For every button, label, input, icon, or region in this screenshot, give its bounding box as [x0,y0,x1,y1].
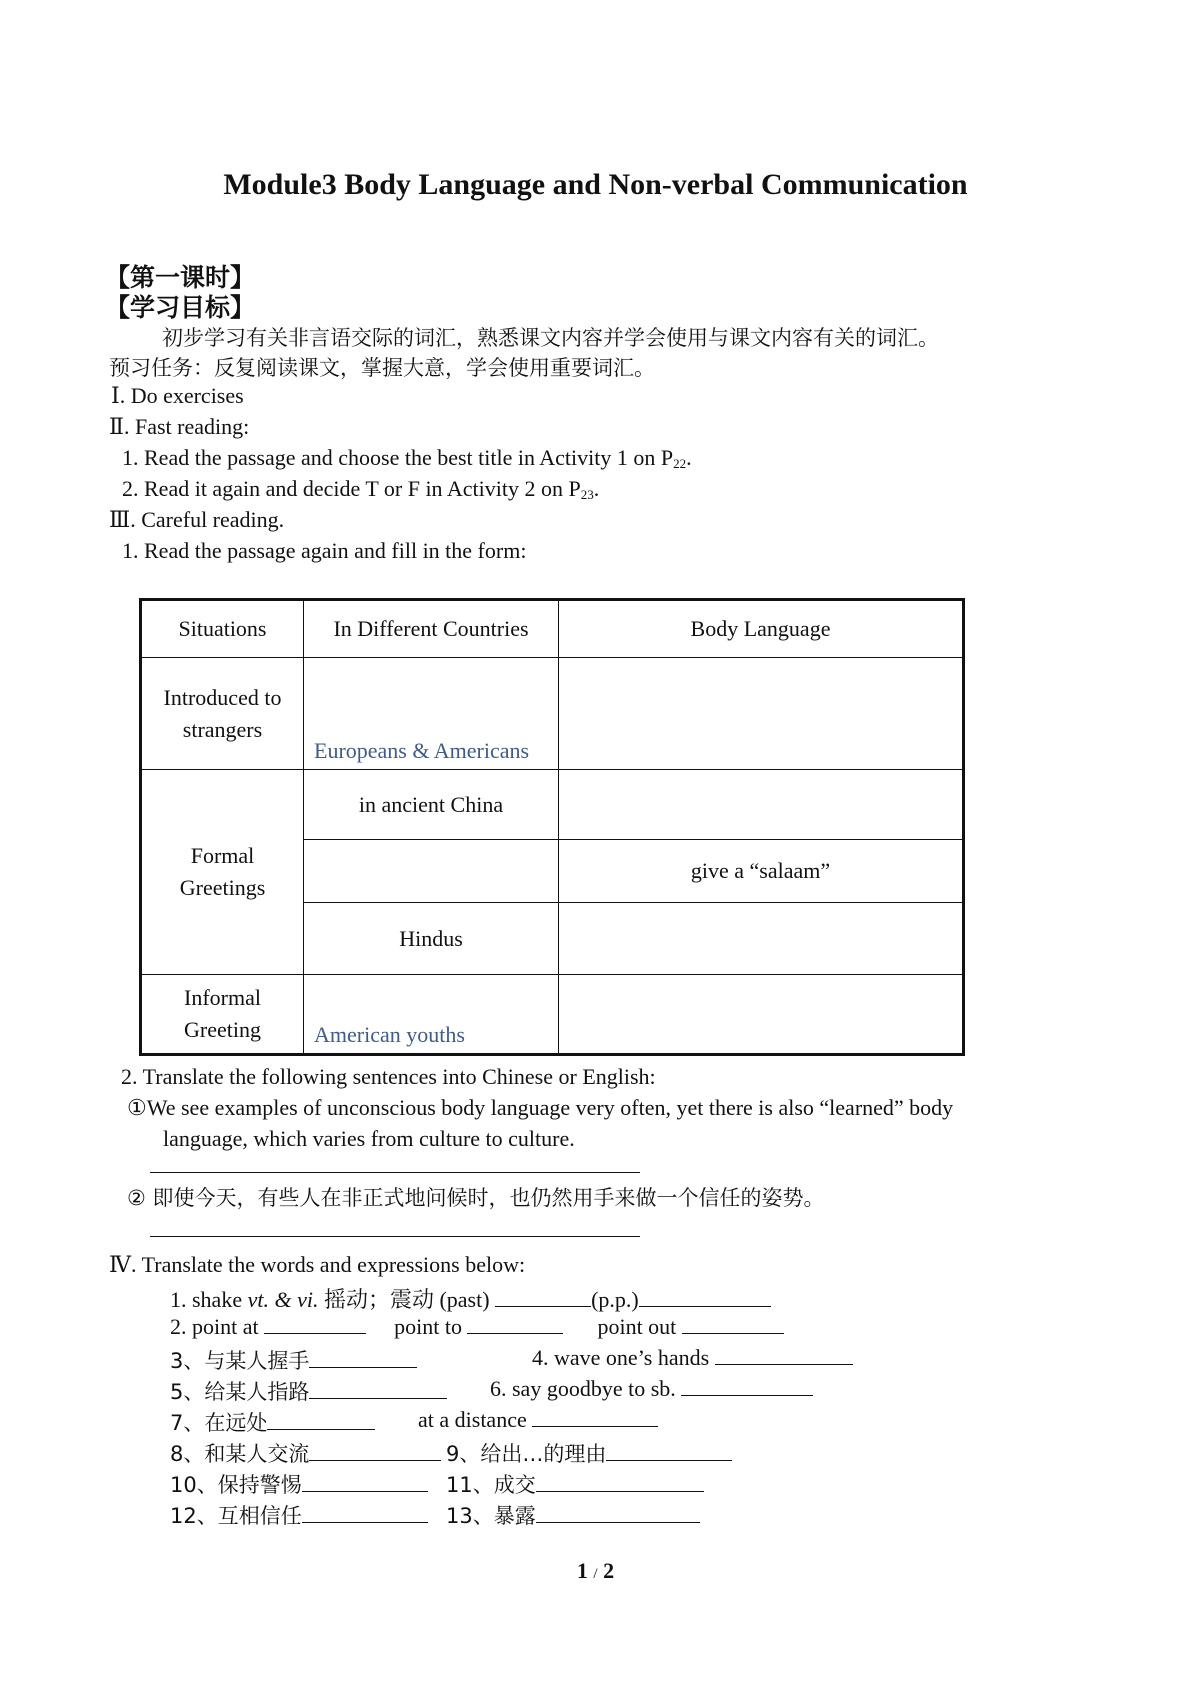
translate-q1-line1: ①We see examples of unconscious body language very often, yet there is also “learned” body [127,1095,954,1120]
page-separator: / [593,1566,598,1582]
blank-7b[interactable] [532,1408,658,1427]
blank-2c[interactable] [682,1315,784,1334]
header-body-language: Body Language [559,600,964,658]
vocab-1: 1. shake vt. & vi. 摇动；震动 (past) (p.p.) [170,1283,771,1314]
answer-line-1[interactable] [150,1172,640,1173]
country-europeans: Europeans & Americans [304,658,559,770]
blank-7a[interactable] [267,1411,375,1430]
vocab-3: 3、与某人握手 [170,1345,417,1375]
blank-10[interactable] [302,1473,428,1492]
body-salaam: give a “salaam” [559,840,964,903]
answer-line-2[interactable] [150,1236,640,1237]
section-2: Ⅱ. Fast reading: [109,414,250,439]
body-cell-youths[interactable] [559,975,964,1055]
body-cell-introduced[interactable] [559,658,964,770]
blank-6[interactable] [681,1377,813,1396]
body-cell-china[interactable] [559,770,964,840]
fast-reading-item-2: 2. Read it again and decide T or F in Activity 2 on $P_{23}$. [122,476,600,502]
objectives-header: 【学习目标】 [105,293,256,322]
vocab-5: 5、给某人指路 [170,1376,447,1406]
vocab-7a: 7、在远处 [170,1407,375,1437]
country-youths: American youths [304,975,559,1055]
intro-line-1: 初步学习有关非言语交际的词汇，熟悉课文内容并学会使用与课文内容有关的词汇。 [162,326,939,350]
page-number [0,1558,1191,1584]
blank-5[interactable] [309,1380,447,1399]
blank-12[interactable] [302,1504,428,1523]
vocab-9: 9、给出…的理由 [446,1438,732,1468]
situation-introduced: Introduced to strangers [141,658,304,770]
blank-4[interactable] [715,1346,853,1365]
vocab-7b: at a distance [418,1407,658,1433]
fast-reading-item-1: 1. Read the passage and choose the best title in Activity 1 on $P_{22}$. [122,445,692,471]
page-title: Module3 Body Language and Non-verbal Communication [223,168,968,201]
section-4: Ⅳ. Translate the words and expressions below: [109,1252,526,1277]
blank-13[interactable] [536,1504,700,1523]
blank-9[interactable] [606,1442,732,1461]
vocab-8: 8、和某人交流 [170,1438,441,1468]
intro-line-2: 预习任务：反复阅读课文，掌握大意，学会使用重要词汇。 [109,356,655,380]
section-1: Ⅰ. Do exercises [111,383,244,408]
vocab-6: 6. say goodbye to sb. [490,1376,813,1402]
header-situations: Situations [141,600,304,658]
careful-reading-item-1: 1. Read the passage again and fill in the form: [122,538,527,563]
vocab-10: 10、保持警惕 [170,1469,428,1499]
header-countries: In Different Countries [304,600,559,658]
section-3: Ⅲ. Careful reading. [109,507,285,532]
situation-formal: Formal Greetings [141,770,304,975]
blank-1b[interactable] [639,1288,771,1307]
translate-q1-line2: language, which varies from culture to culture. [163,1126,575,1151]
blank-2b[interactable] [467,1315,563,1334]
vocab-12: 12、互相信任 [170,1500,428,1530]
vocab-11: 11、成交 [446,1469,704,1499]
translate-instruction: 2. Translate the following sentences into Chinese or English: [121,1064,656,1089]
blank-3[interactable] [309,1349,417,1368]
country-cell-salaam[interactable] [304,840,559,903]
blank-8[interactable] [309,1442,441,1461]
vocab-4: 4. wave one’s hands [532,1345,853,1371]
vocab-13: 13、暴露 [446,1500,700,1530]
translate-q2: ② 即使今天，有些人在非正式地问候时，也仍然用手来做一个信任的姿势。 [127,1186,825,1210]
page-total: 2 [603,1558,615,1583]
body-cell-hindus[interactable] [559,903,964,975]
lesson-header: 【第一课时】 [105,263,256,292]
vocab-2: 2. point at point to point out [170,1314,784,1340]
blank-11[interactable] [536,1473,704,1492]
country-hindus: Hindus [304,903,559,975]
situation-informal: Informal Greeting [141,975,304,1055]
fill-in-form-table [139,598,965,1056]
country-china: in ancient China [304,770,559,840]
blank-2a[interactable] [264,1315,366,1334]
blank-1a[interactable] [495,1288,591,1307]
page-current: 1 [576,1558,588,1583]
